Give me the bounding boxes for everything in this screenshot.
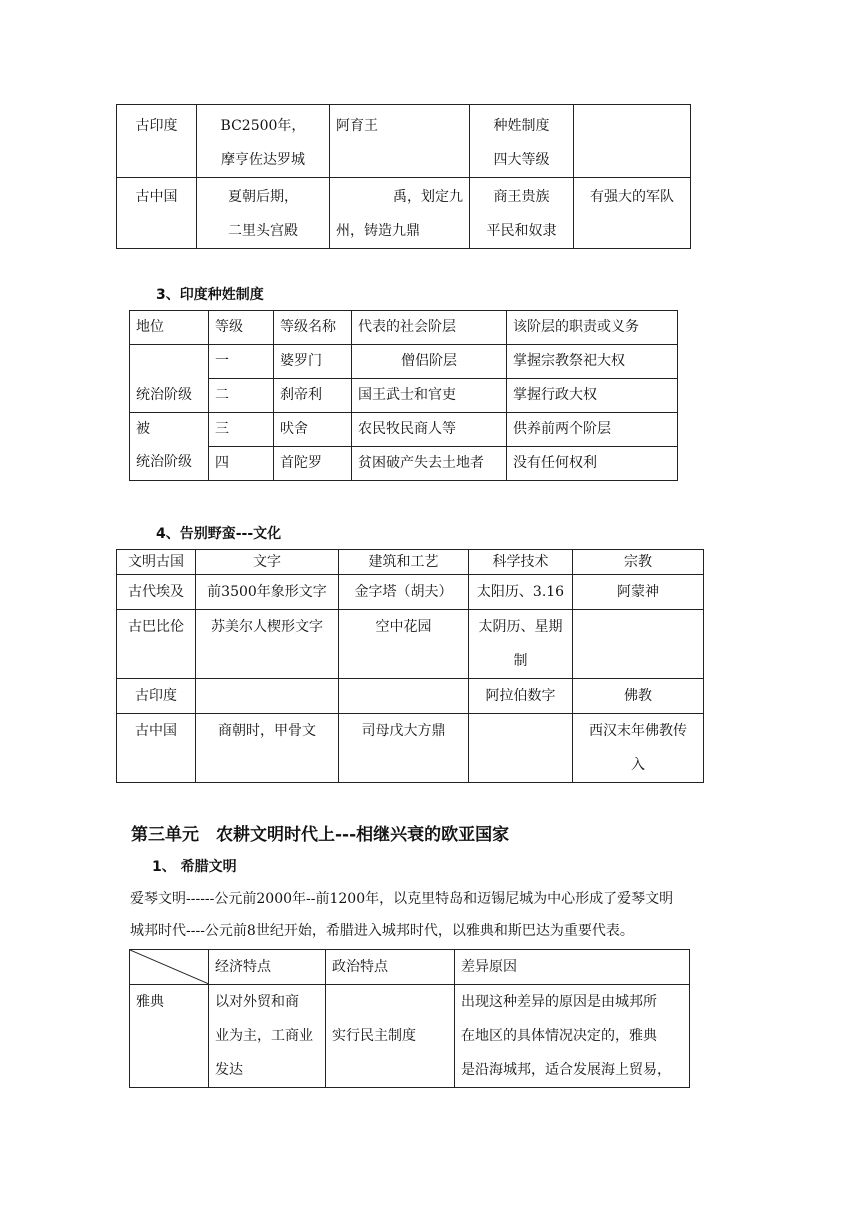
table-row [117, 610, 704, 679]
table-header-cell: 代表的社会阶层 [352, 311, 507, 345]
table-cell [470, 105, 574, 178]
cell-text: 入 [631, 757, 645, 773]
table-row [117, 714, 704, 783]
table-cell [469, 610, 573, 679]
table-header-cell: 宗教 [573, 550, 704, 575]
cell-text: 被 [136, 421, 150, 437]
table-cell: 古巴比伦 [117, 610, 196, 679]
diagonal-header-cell [130, 950, 209, 985]
table-cell: 雅典 [130, 985, 209, 1088]
table-row [130, 413, 678, 447]
table-header-cell: 该阶层的职责或义务 [507, 311, 678, 345]
table-cell: 僧侣阶层 [352, 345, 507, 379]
cell-text: 平民和奴隶 [486, 223, 557, 239]
table-cell: 供养前两个阶层 [507, 413, 678, 447]
table-row [130, 985, 690, 1088]
table-cell: 贫困破产失去土地者 [352, 447, 507, 481]
cell-text: 古印度 [135, 118, 178, 134]
cell-text: 二里头宫殿 [228, 223, 298, 239]
table-cell: 首陀罗 [274, 447, 352, 481]
cell-text: 出现这种差异的原因是由城邦所 [461, 994, 657, 1010]
table-cell: 前3500年象形文字 [196, 575, 339, 610]
table-header-row [130, 950, 690, 985]
table-cell: 金字塔（胡夫） [339, 575, 469, 610]
table-cell: 司母戊大方鼎 [339, 714, 469, 783]
table-header-cell: 文明古国 [117, 550, 196, 575]
table-cell [469, 714, 573, 783]
section-title: 4、告别野蛮---文化 [156, 526, 282, 542]
table-cell [196, 679, 339, 714]
table-cell: 没有任何权利 [507, 447, 678, 481]
culture-table [116, 549, 704, 783]
cell-text: 四大等级 [493, 152, 550, 168]
greece-comparison-table [129, 949, 690, 1088]
cell-text: 业为主，工商业 [215, 1028, 313, 1044]
table-row [130, 379, 678, 413]
table-header-row [130, 311, 678, 345]
table-header-cell: 政治特点 [326, 950, 455, 985]
cell-text: 发达 [215, 1062, 243, 1078]
cell-text: 夏朝后期， [228, 189, 298, 205]
table-cell: 掌握宗教祭祀大权 [507, 345, 678, 379]
diagonal-line [130, 950, 209, 984]
civilization-table-continued [116, 104, 691, 249]
table-cell [130, 345, 209, 413]
cell-text: 统治阶级 [136, 387, 192, 403]
table-cell: 国王武士和官吏 [352, 379, 507, 413]
table-cell: 太阳历、3.16 [469, 575, 573, 610]
table-cell [130, 413, 209, 481]
table-cell [574, 105, 691, 178]
table-cell [209, 985, 326, 1088]
table-row [117, 105, 691, 178]
cell-text: 是沿海城邦，适合发展海上贸易， [461, 1062, 671, 1078]
table-cell [574, 178, 691, 249]
caste-system-table [129, 310, 678, 481]
table-cell: 二 [209, 379, 274, 413]
table-cell: 刹帝利 [274, 379, 352, 413]
table-cell [330, 105, 470, 178]
cell-text: 以对外贸和商 [215, 994, 299, 1010]
section-title: 3、印度种姓制度 [156, 287, 264, 303]
table-header-cell: 文字 [196, 550, 339, 575]
table-cell: 阿拉伯数字 [469, 679, 573, 714]
table-header-cell: 经济特点 [209, 950, 326, 985]
cell-text: 商王贵族 [493, 189, 550, 205]
table-cell: 婆罗门 [274, 345, 352, 379]
cell-text: 统治阶级 [136, 454, 192, 470]
cell-text: 实行民主制度 [332, 1028, 416, 1044]
cell-text: 州，铸造九鼎 [336, 223, 420, 239]
table-cell: 吠舍 [274, 413, 352, 447]
table-header-row [117, 550, 704, 575]
cell-text: 摩亨佐达罗城 [221, 152, 305, 168]
table-cell [197, 105, 330, 178]
table-row [117, 178, 691, 249]
paragraph-line: 爱琴文明------公元前2000年--前1200年，以克里特岛和迈锡尼城为中心形成了爱琴文明 [130, 891, 674, 907]
cell-text: 太阴历、星期 [478, 619, 563, 635]
section-title: 1、 希腊文明 [152, 859, 237, 875]
table-header-cell: 科学技术 [469, 550, 573, 575]
table-cell: 苏美尔人楔形文字 [196, 610, 339, 679]
table-header-cell: 等级 [209, 311, 274, 345]
table-cell [573, 714, 704, 783]
table-cell: 古中国 [117, 714, 196, 783]
table-cell [470, 178, 574, 249]
cell-text: 在地区的具体情况决定的，雅典 [461, 1028, 657, 1044]
table-cell: 佛教 [573, 679, 704, 714]
table-cell: 一 [209, 345, 274, 379]
cell-text: 种姓制度 [493, 118, 550, 134]
table-header-cell: 差异原因 [455, 950, 690, 985]
cell-text: 古中国 [135, 189, 178, 205]
table-row [130, 345, 678, 379]
table-cell [330, 178, 470, 249]
table-cell [573, 610, 704, 679]
table-cell [197, 178, 330, 249]
table-cell: 三 [209, 413, 274, 447]
paragraph-line: 城邦时代----公元前8世纪开始，希腊进入城邦时代，以雅典和斯巴达为重要代表。 [130, 923, 634, 939]
table-cell: 阿蒙神 [573, 575, 704, 610]
cell-text: 阿育王 [336, 118, 378, 134]
cell-text: 西汉末年佛教传 [589, 723, 687, 739]
table-cell: 掌握行政大权 [507, 379, 678, 413]
table-row [117, 575, 704, 610]
table-row [130, 447, 678, 481]
table-cell: 古代埃及 [117, 575, 196, 610]
table-cell: 空中花园 [339, 610, 469, 679]
table-header-cell: 建筑和工艺 [339, 550, 469, 575]
table-cell: 古印度 [117, 679, 196, 714]
table-header-cell: 等级名称 [274, 311, 352, 345]
table-cell [326, 985, 455, 1088]
table-cell [117, 105, 197, 178]
table-cell [117, 178, 197, 249]
cell-text: 禹，划定九 [393, 189, 463, 205]
unit-title: 第三单元 农耕文明时代上---相继兴衰的欧亚国家 [131, 825, 510, 845]
table-cell: 农民牧民商人等 [352, 413, 507, 447]
table-cell [339, 679, 469, 714]
cell-text: 制 [513, 653, 528, 669]
cell-text: 有强大的军队 [590, 189, 674, 205]
cell-text: BC2500年， [220, 118, 306, 134]
table-row [117, 679, 704, 714]
table-cell: 商朝时，甲骨文 [196, 714, 339, 783]
table-cell [455, 985, 690, 1088]
table-header-cell: 地位 [130, 311, 209, 345]
table-cell: 四 [209, 447, 274, 481]
